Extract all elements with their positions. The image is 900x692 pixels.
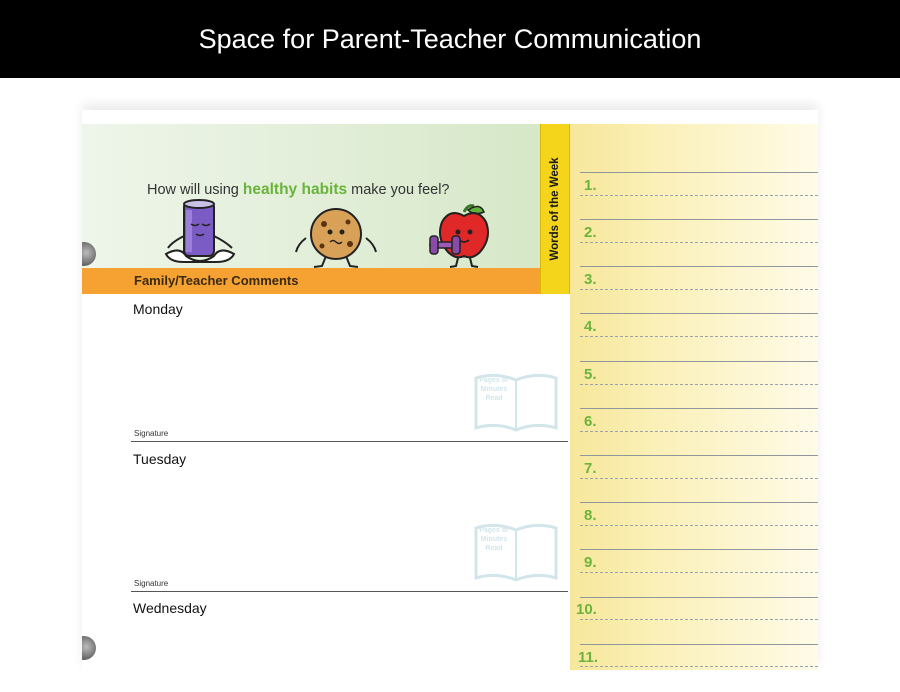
word-divider xyxy=(580,266,818,267)
question-after: make you feel? xyxy=(351,182,450,198)
word-line xyxy=(580,525,818,526)
binder-hole xyxy=(82,636,96,660)
apple-weights-icon xyxy=(428,202,498,270)
question-before: How will using xyxy=(147,182,239,198)
word-number: 3. xyxy=(584,271,597,288)
day-label-wednesday: Wednesday xyxy=(133,600,207,616)
words-panel xyxy=(570,124,818,670)
word-line xyxy=(580,619,818,620)
word-line xyxy=(580,431,818,432)
question-highlight: healthy habits xyxy=(242,181,348,198)
word-divider xyxy=(580,408,818,409)
word-divider xyxy=(580,361,818,362)
word-divider xyxy=(580,455,818,456)
comments-label: Family/Teacher Comments xyxy=(134,273,299,288)
open-book-icon xyxy=(472,520,560,584)
word-line xyxy=(580,242,818,243)
signature-line xyxy=(131,591,568,592)
word-line xyxy=(580,572,818,573)
word-number: 6. xyxy=(584,413,597,430)
planner-page xyxy=(82,110,818,670)
cookie-character-icon xyxy=(294,204,378,270)
comments-bar xyxy=(82,268,540,294)
word-divider xyxy=(580,313,818,314)
word-line xyxy=(580,336,818,337)
words-tab-label: Words of the Week xyxy=(549,157,561,261)
word-divider xyxy=(580,549,818,550)
word-number: 9. xyxy=(584,554,597,571)
word-number: 4. xyxy=(584,318,597,335)
healthy-habits-panel xyxy=(82,124,540,268)
signature-line xyxy=(131,441,568,442)
open-book-icon xyxy=(472,370,560,434)
signature-label: Signature xyxy=(134,579,169,588)
word-line xyxy=(580,666,818,667)
word-number: 5. xyxy=(584,366,597,383)
word-line xyxy=(580,195,818,196)
day-label-monday: Monday xyxy=(133,301,183,317)
word-number: 7. xyxy=(584,460,597,477)
day-label-tuesday: Tuesday xyxy=(133,451,187,467)
word-number: 2. xyxy=(584,224,597,241)
pages-read-text: Pages or Minutes Read xyxy=(479,527,509,552)
meditating-can-icon xyxy=(160,196,240,272)
words-of-the-week-tab xyxy=(540,124,570,294)
word-divider xyxy=(580,502,818,503)
word-divider xyxy=(580,644,818,645)
pages-read-text: Pages or Minutes Read xyxy=(479,377,509,402)
word-line xyxy=(580,478,818,479)
word-divider xyxy=(580,597,818,598)
word-line xyxy=(580,384,818,385)
banner-title: Space for Parent-Teacher Communication xyxy=(198,23,702,54)
signature-label: Signature xyxy=(134,429,169,438)
title-banner xyxy=(0,0,900,78)
word-number: 10. xyxy=(576,601,597,618)
word-line xyxy=(580,289,818,290)
word-divider xyxy=(580,219,818,220)
word-divider xyxy=(580,172,818,173)
word-number: 11. xyxy=(578,649,599,666)
word-number: 8. xyxy=(584,507,597,524)
word-number: 1. xyxy=(584,177,597,194)
